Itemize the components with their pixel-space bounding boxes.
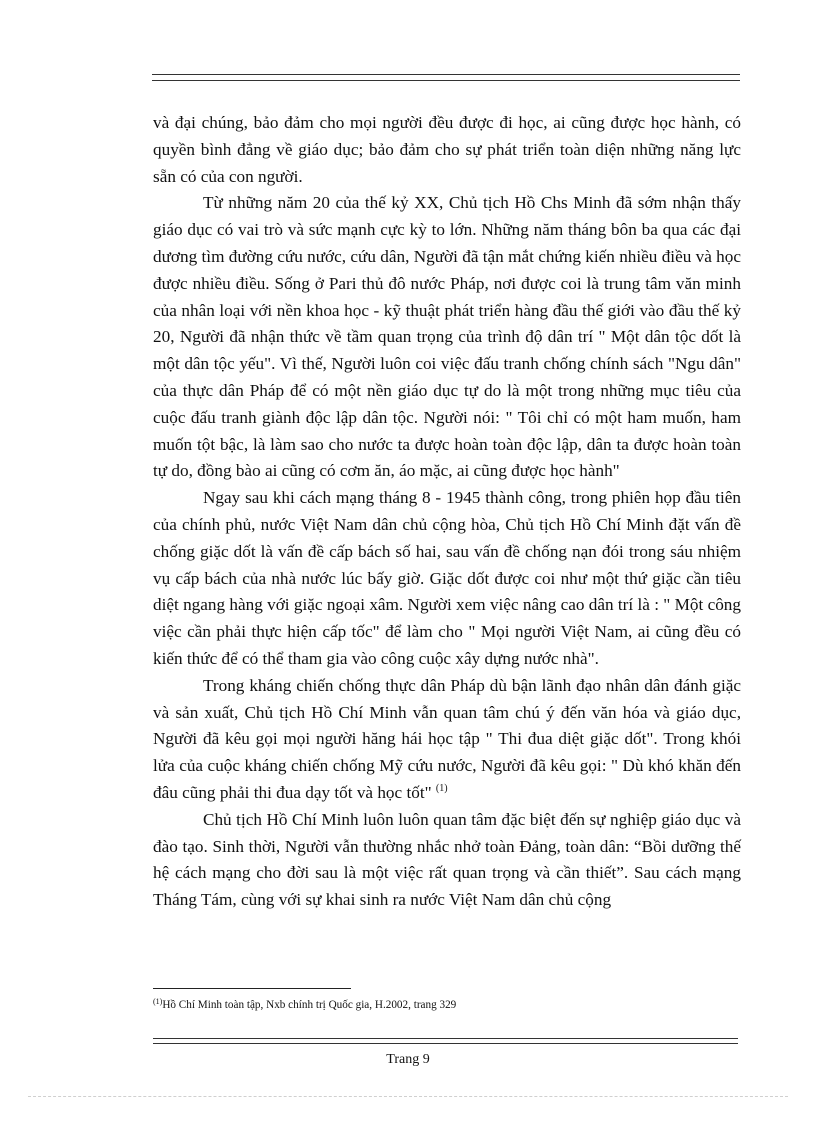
- footer-double-rule: [153, 1038, 738, 1044]
- footnote-text: Hồ Chí Minh toàn tập, Nxb chính trị Quốc gia, H.2002, trang 329: [162, 999, 457, 1011]
- page-boundary-line: [28, 1096, 788, 1097]
- paragraph-1: và đại chúng, bảo đảm cho mọi người đều được đi học, ai cũng được học hành, có quyền bình đẳng về giáo dục; bảo đảm cho sự phát triển toàn diện những năng lực sẵn có của con người.: [153, 113, 741, 186]
- header-double-rule: [152, 74, 740, 81]
- document-body: [153, 110, 741, 914]
- paragraph-2: Từ những năm 20 của thế kỷ XX, Chủ tịch Hồ Chs Minh đã sớm nhận thấy giáo dục có vai trò và sức mạnh cực kỳ to lớn. Những năm tháng bôn ba qua các đại dương tìm đường cứu nước, cứu dân, Người đã tận mắt chứng kiến nhiều điều và học được nhiều điều. Sống ở Pari thủ đô nước Pháp, nơi được coi là trung tâm văn minh của nhân loại với nền khoa học - kỹ thuật phát triển hàng đầu thế giới vào đầu thế kỷ 20, Người đã nhận thức về tầm quan trọng của trình độ dân trí " Một dân tộc dốt là một dân tộc yếu". Vì thế, Người luôn coi việc đấu tranh chống chính sách "Ngu dân" của thực dân Pháp để có một nền giáo dục tự do là một trong những mục tiêu của cuộc đấu tranh giành độc lập dân tộc. Người nói: " Tôi chỉ có một ham muốn, ham muốn tột bậc, là làm sao cho nước ta được hoàn toàn độc lập, dân ta được hoàn toàn tự do, đồng bào ai cũng có cơm ăn, áo mặc, ai cũng được học hành": [153, 193, 741, 481]
- page-number: Trang 9: [386, 1052, 430, 1067]
- paragraph-3: Ngay sau khi cách mạng tháng 8 - 1945 thành công, trong phiên họp đầu tiên của chính phủ, nước Việt Nam dân chủ cộng hòa, Chủ tịch Hồ Chí Minh đặt vấn đề chống giặc dốt là vấn đề cấp bách số hai, sau vấn đề chống nạn đói trong sáu nhiệm vụ cấp bách của nhà nước lúc bấy giờ. Giặc dốt được coi như một thứ giặc cần tiêu diệt ngang hàng với giặc ngoại xâm. Người xem việc nâng cao dân trí là : " Một công việc cần phải thực hiện cấp tốc" để làm cho " Mọi người Việt Nam, ai cũng đều có kiến thức để có thể tham gia vào công cuộc xây dựng nước nhà".: [153, 488, 741, 668]
- paragraph-5: Chủ tịch Hồ Chí Minh luôn luôn quan tâm đặc biệt đến sự nghiệp giáo dục và đào tạo. Sinh thời, Người vẫn thường nhắc nhở toàn Đảng, toàn dân: “Bồi dưỡng thế hệ cách mạng cho đời sau là một việc rất quan trọng và cần thiết”. Sau cách mạng Tháng Tám, cùng với sự khai sinh ra nước Việt Nam dân chủ cộng: [153, 809, 741, 910]
- footnote: [153, 998, 741, 1012]
- footnote-separator: [153, 988, 351, 989]
- footnote-marker: (1): [153, 997, 163, 1006]
- footnote-reference[interactable]: (1): [435, 782, 448, 794]
- paragraph-4-text: Trong kháng chiến chống thực dân Pháp dù bận lãnh đạo nhân dân đánh giặc và sản xuất, Chủ tịch Hồ Chí Minh vẫn quan tâm chú ý đến văn hóa và giáo dục, Người đã kêu gọi mọi người hăng hái học tập " Thi đua diệt giặc dốt". Trong khói lửa của cuộc kháng chiến chống Mỹ cứu nước, Người đã kêu gọi: " Dù khó khăn đến đâu cũng phải thi đua dạy tốt và học tốt": [153, 675, 741, 802]
- paragraph-4: [153, 673, 741, 807]
